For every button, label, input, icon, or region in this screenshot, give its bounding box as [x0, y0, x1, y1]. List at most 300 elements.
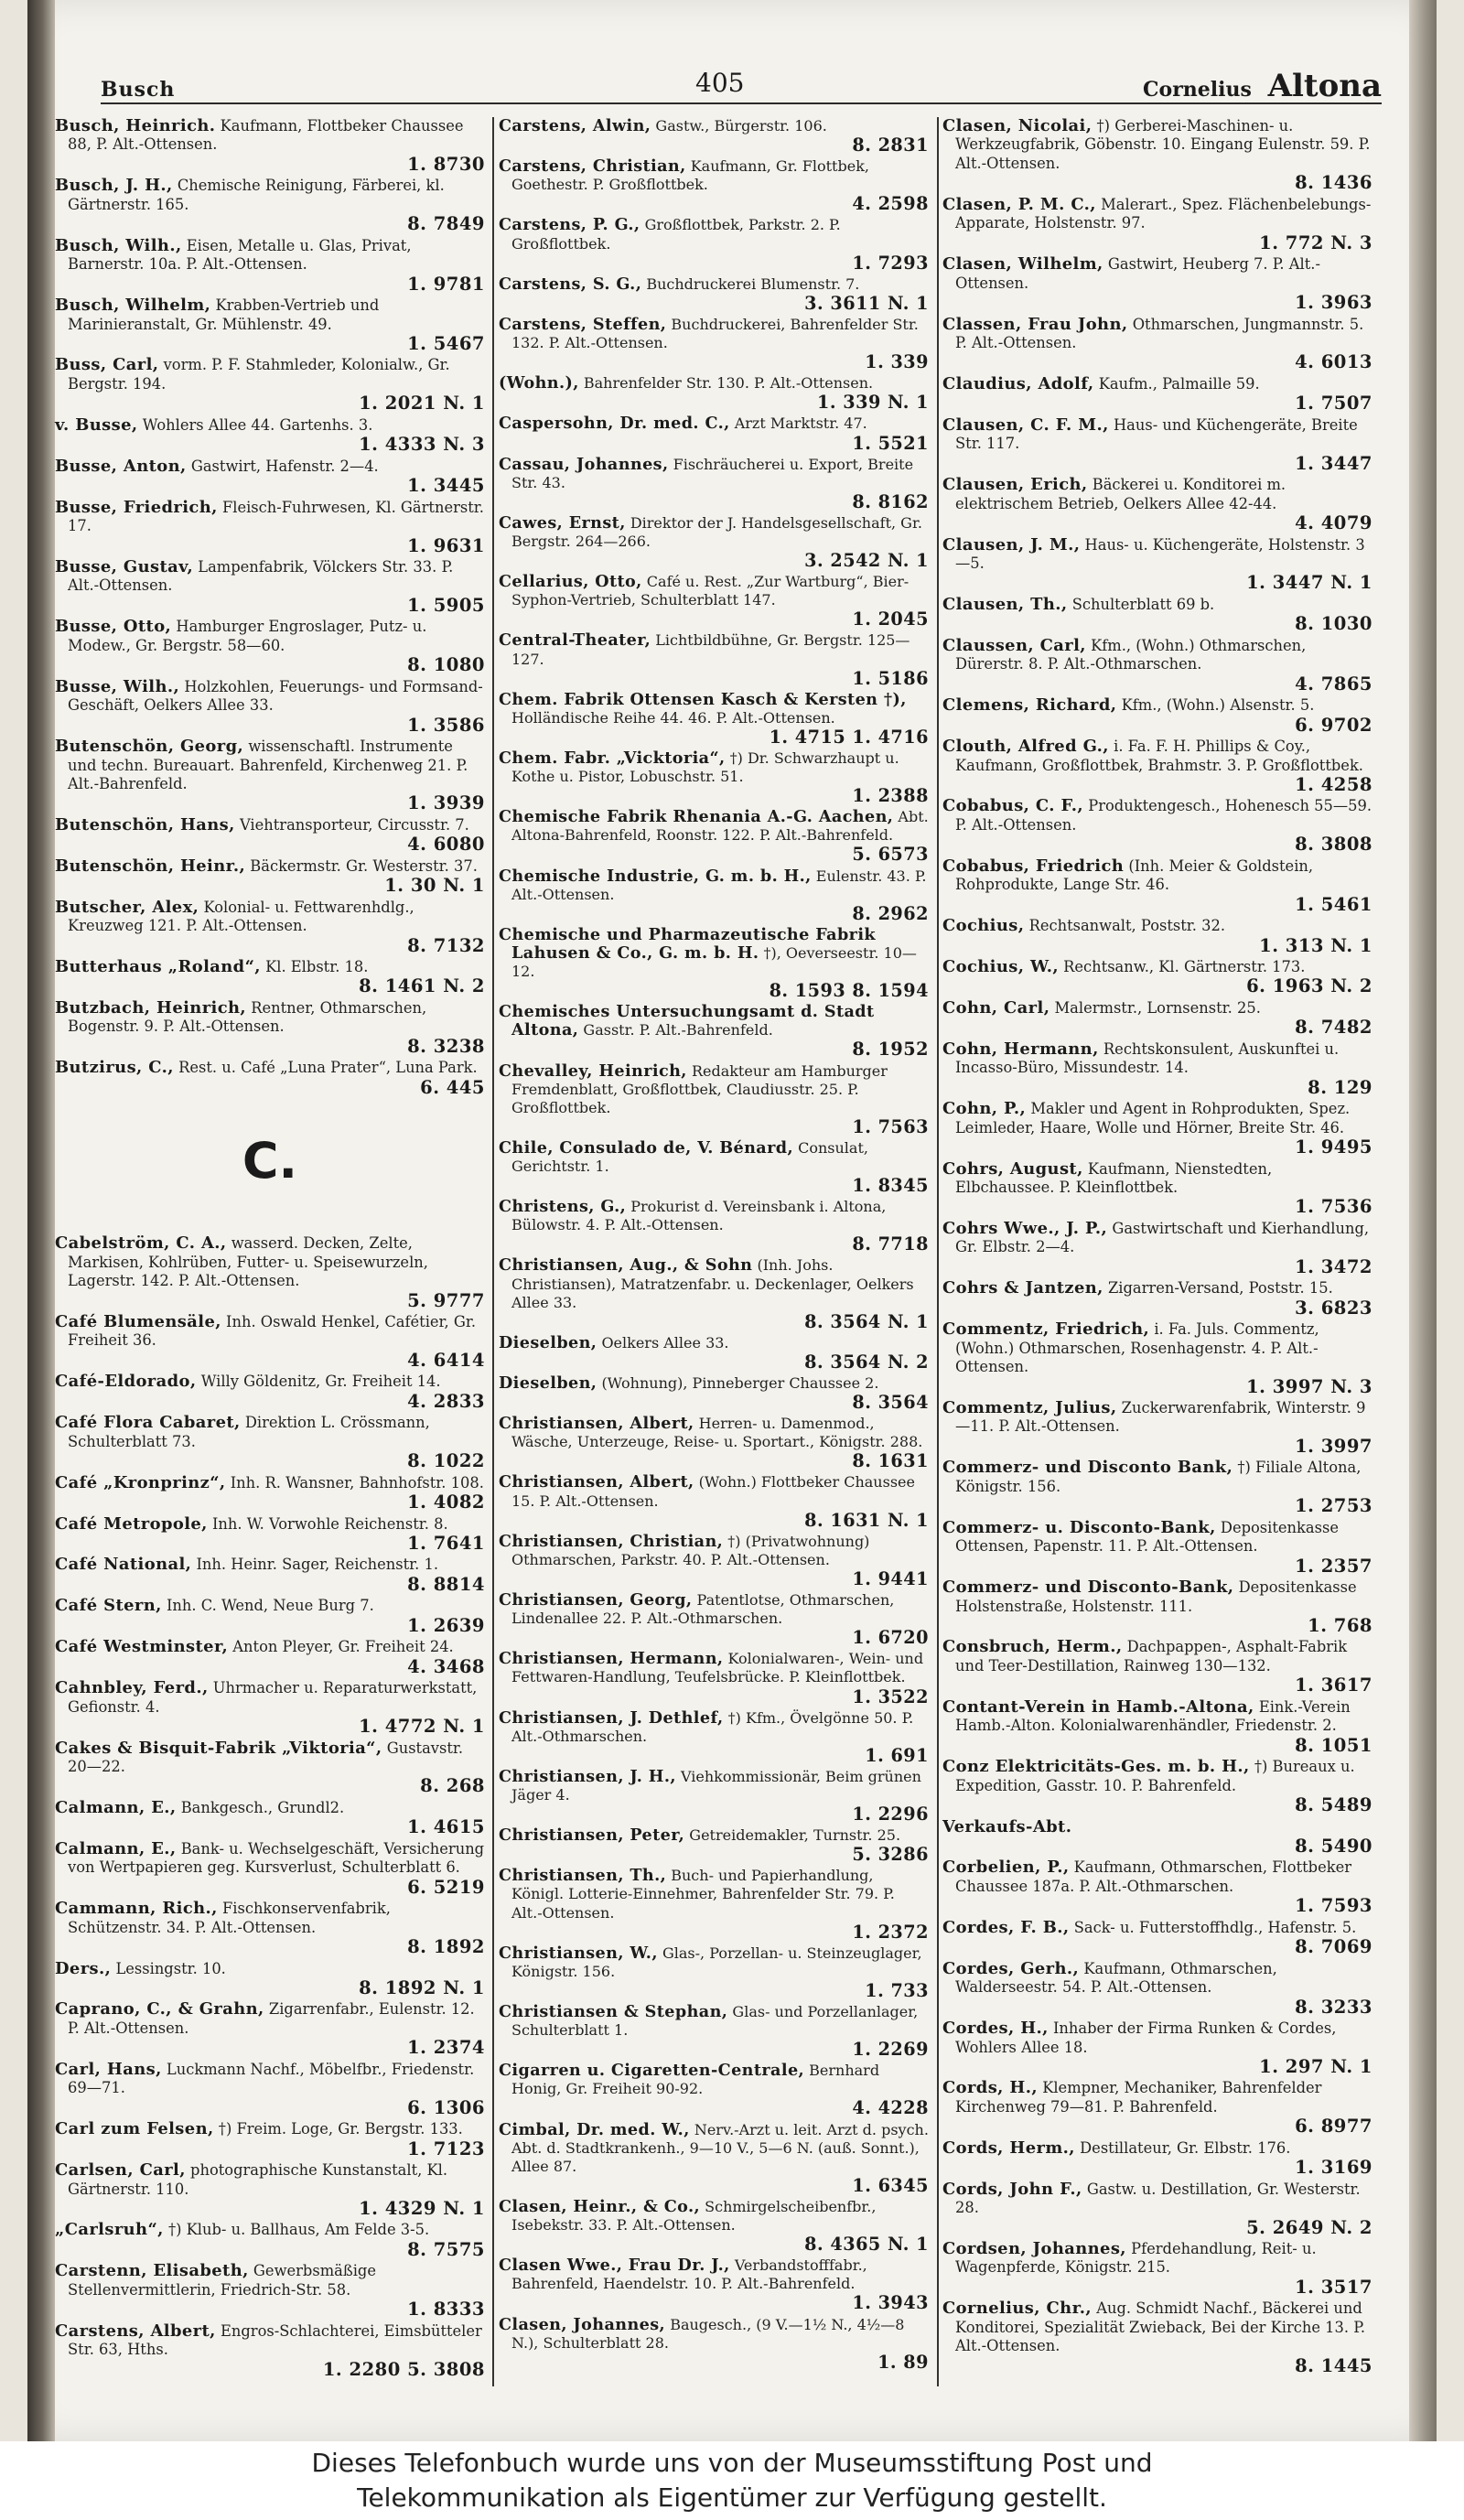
- entry-phone-number: 1. 2372: [852, 1921, 929, 1943]
- entry-detail: Uhrmacher u. Reparaturwerkstatt, Gefionstr. 4.: [68, 1679, 478, 1716]
- listing-entry: [55, 857, 485, 896]
- entry-detail: Schmirgelscheibenfbr., Isebekstr. 33. P. Alt.-Ottensen.: [511, 2197, 877, 2235]
- entry-detail: Kl. Elbstr. 18.: [265, 958, 369, 976]
- entry-phone-number: 8. 3564: [852, 1392, 929, 1414]
- entry-name: Cohrs Wwe., J. P.,: [942, 1218, 1108, 1238]
- entry-phone-number: 1. 3447: [1295, 452, 1372, 474]
- listing-entry: [55, 1515, 485, 1554]
- entry-phone-number: 8. 1892: [407, 1936, 485, 1958]
- entry-phone-number: 1. 5467: [407, 332, 485, 354]
- listing-entry: [499, 1768, 929, 1824]
- listing-entry: [499, 1591, 929, 1647]
- entry-name: Cahnbley, Ferd.,: [55, 1678, 209, 1698]
- entry-phone-number: 1. 4772 N. 1: [359, 1716, 485, 1738]
- entry-name: Café Flora Cabaret,: [55, 1413, 241, 1433]
- entry-name: Dieselben,: [499, 1373, 597, 1393]
- entry-name: Commentz, Friedrich,: [942, 1319, 1150, 1340]
- listing-entry: [942, 196, 1372, 253]
- entry-name: Butterhaus „Roland“,: [55, 957, 261, 977]
- entry-detail: Großflottbek, Parkstr. 2. P. Großflottbek.: [511, 216, 841, 253]
- entry-name: Cellarius, Otto,: [499, 572, 642, 592]
- entry-name: Butzbach, Heinrich,: [55, 997, 247, 1018]
- listing-entry: [499, 514, 929, 570]
- book-spine: [27, 0, 55, 2441]
- listing-entry: [55, 738, 485, 813]
- entry-detail: Herren- u. Damenmod., Wäsche, Unterzeuge, Reise- u. Sportart., Königstr. 288.: [511, 1415, 923, 1451]
- entry-detail: Gastw., Bürgerstr. 106.: [655, 117, 827, 135]
- entry-name: Ders.,: [55, 1958, 112, 1978]
- entry-detail: Makler und Agent in Rohprodukten, Spez. Leimleder, Haare, Wolle und Hörner, Breite Str. 46.: [955, 1100, 1351, 1136]
- listing-entry: [499, 1139, 929, 1195]
- entry-name: Busch, Wilhelm,: [55, 296, 211, 316]
- entry-detail: Kaufmann, Nienstedten, Elbchaussee. P. Kleinflottbek.: [955, 1159, 1273, 1197]
- entry-phone-number: 8. 1080: [407, 654, 485, 676]
- entry-phone-number: 1. 3472: [1295, 1255, 1372, 1277]
- entry-phone-number: 3. 6823: [1295, 1297, 1372, 1319]
- entry-phone-number: 1. 30 N. 1: [384, 875, 485, 897]
- entry-phone-number: 1. 9441: [852, 1567, 929, 1589]
- listing-entry: [55, 416, 485, 455]
- listing-entry: [55, 2061, 485, 2117]
- entry-phone-number: 1. 8730: [407, 153, 485, 175]
- entry-phone-number: 1. 8345: [852, 1175, 929, 1197]
- entry-name: Clasen, Heinr., & Co.,: [499, 2196, 701, 2216]
- entry-phone-number: 1. 3169: [1295, 2157, 1372, 2179]
- listing-entry: [942, 857, 1372, 914]
- entry-name: Carstens, Steffen,: [499, 314, 667, 334]
- entry-name: Carstens, Albert,: [55, 2321, 216, 2341]
- listing-entry: [55, 1840, 485, 1897]
- footer-line-2: Telekommunikation als Eigentümer zur Verfügung gestellt.: [357, 2482, 1107, 2513]
- listing-entry: [942, 999, 1372, 1038]
- entry-detail: Zigarrenfabr., Eulenstr. 12. P. Alt.-Ottensen.: [68, 2000, 475, 2037]
- entry-name: Cords, John F.,: [942, 2179, 1082, 2199]
- entry-name: Corbelien, P.,: [942, 1858, 1070, 1878]
- entry-name: Christiansen, W.,: [499, 1943, 658, 1963]
- entry-detail: (Inh. Meier & Goldstein, Rohprodukte, Lange Str. 46.: [955, 856, 1314, 894]
- entry-name: v. Busse,: [55, 415, 138, 435]
- entry-name: Christiansen, Albert,: [499, 1472, 694, 1492]
- listing-entry: [55, 2221, 485, 2259]
- entry-detail: (Wohnung), Pinneberger Chaussee 2.: [601, 1374, 879, 1392]
- entry-name: Cohrs & Jantzen,: [942, 1278, 1103, 1298]
- entry-detail: Patentlotse, Othmarschen, Lindenallee 22. P. Alt.-Othmarschen.: [511, 1591, 895, 1628]
- entry-phone-number: 1. 5461: [1295, 893, 1372, 915]
- listing-entry: [499, 691, 929, 747]
- listing-entry: [55, 1474, 485, 1513]
- entry-detail: Bernhard Honig, Gr. Freiheit 90-92.: [511, 2062, 880, 2098]
- entry-detail: Prokurist d. Vereinsbank i. Altona, Bülowstr. 4. P. Alt.-Ottensen.: [511, 1198, 887, 1234]
- entry-name: Carl zum Felsen,: [55, 2119, 214, 2139]
- entry-detail: Rest. u. Café „Luna Prater“, Luna Park.: [178, 1059, 478, 1077]
- entry-phone-number: 1. 691: [865, 1744, 929, 1766]
- entry-name: Café National,: [55, 1555, 192, 1575]
- entry-detail: Inh. Oswald Henkel, Cafétier, Gr. Freiheit 36.: [68, 1313, 477, 1350]
- entry-name: Busse, Wilh.,: [55, 676, 180, 696]
- entry-detail: †) (Privatwohnung) Othmarschen, Parkstr. 40. P. Alt.-Ottensen.: [511, 1532, 870, 1568]
- entry-phone-number: 1. 4333 N. 3: [359, 434, 485, 456]
- entry-phone-number: 1. 2388: [852, 785, 929, 807]
- entry-phone-number: 6. 1306: [407, 2096, 485, 2118]
- entry-name: Caprano, C., & Grahn,: [55, 1999, 264, 2019]
- entry-phone-number: 8. 8162: [852, 490, 929, 512]
- entry-phone-number: 1. 7563: [852, 1115, 929, 1137]
- entry-phone-number: 1. 4615: [407, 1816, 485, 1838]
- entry-name: Christiansen, Christian,: [499, 1531, 724, 1551]
- listing-entry: [499, 415, 929, 452]
- listing-entry: [55, 1414, 485, 1470]
- entry-name: Carstens, Christian,: [499, 156, 686, 177]
- listing-entry: [499, 1473, 929, 1529]
- listing-entry: [55, 1799, 485, 1837]
- entry-detail: †) Bureaux u. Expedition, Gasstr. 10. P. Bahrenfeld.: [955, 1758, 1355, 1794]
- entry-detail: Bahrenfelder Str. 130. P. Alt.-Ottensen.: [583, 374, 874, 393]
- entry-phone-number: 1. 3586: [407, 714, 485, 736]
- entry-phone-number: 1. 6720: [852, 1627, 929, 1649]
- entry-name: Cimbal, Dr. med. W.,: [499, 2119, 690, 2139]
- entry-detail: Aug. Schmidt Nachf., Bäckerei und Konditorei, Spezialität Zwieback, Bei der Kirche 13. P. Alt.-Ottensen.: [955, 2299, 1366, 2355]
- listing-entry: [499, 1374, 929, 1412]
- entry-detail: Inh. W. Vorwohle Reichenstr. 8.: [212, 1514, 448, 1533]
- listing-entry: [942, 416, 1372, 473]
- listing-entry: [499, 2256, 929, 2312]
- entry-phone-number: 1. 2045: [852, 608, 929, 630]
- entry-phone-number: 8. 1030: [1295, 613, 1372, 635]
- entry-detail: Fischräucherei u. Export, Breite Str. 43.: [511, 455, 914, 491]
- footer-notice: [0, 2441, 1464, 2520]
- entry-name: Busch, Heinrich.: [55, 116, 216, 135]
- entry-name: Clausen, J. M.,: [942, 534, 1081, 555]
- listing-entry: [55, 1059, 485, 1097]
- listing-entry: [55, 1556, 485, 1594]
- entry-detail: Kfm., (Wohn.) Othmarschen, Dürerstr. 8. P. Alt.-Othmarschen.: [955, 636, 1307, 673]
- entry-phone-number: 1. 9495: [1295, 1136, 1372, 1158]
- entry-phone-number: 8. 3564 N. 1: [804, 1310, 929, 1332]
- entry-phone-number: 8. 7575: [407, 2238, 485, 2260]
- entry-name: Chem. Fabr. „Vicktoria“,: [499, 748, 726, 768]
- listing-entry: [942, 637, 1372, 694]
- listing-entry: [55, 1679, 485, 1736]
- entry-name: Caspersohn, Dr. med. C.,: [499, 414, 730, 434]
- entry-name: Classen, Frau John,: [942, 314, 1128, 334]
- listing-entry: [499, 631, 929, 687]
- entry-phone-number: 8. 5489: [1295, 1794, 1372, 1816]
- entry-phone-number: 8. 3238: [407, 1035, 485, 1057]
- entry-detail: Klempner, Mechaniker, Bahrenfelder Kirchenweg 79—81. P. Bahrenfeld.: [955, 2079, 1322, 2116]
- entry-name: Chemisches Untersuchungsamt d. Stadt Altona,: [499, 1002, 875, 1040]
- entry-phone-number: 1. 5521: [852, 432, 929, 454]
- entry-name: Cordes, H.,: [942, 2019, 1049, 2039]
- entry-phone-number: 6. 5219: [407, 1876, 485, 1898]
- listing-entry: [942, 1220, 1372, 1276]
- section-letter: C.: [242, 1132, 298, 1190]
- entry-name: Chevalley, Heinrich,: [499, 1061, 687, 1081]
- entry-detail: Baugesch., (9 V.—1½ N., 4½—8 N.), Schulterblatt 28.: [511, 2315, 905, 2352]
- entry-phone-number: 1. 2296: [852, 1804, 929, 1825]
- entry-name: Clasen, P. M. C.,: [942, 194, 1096, 214]
- entry-name: Claussen, Carl,: [942, 635, 1086, 655]
- entry-name: Cigarren u. Cigaretten-Centrale,: [499, 2061, 805, 2081]
- listing-entry: [499, 1334, 929, 1372]
- entry-detail: Willy Göldenitz, Gr. Freiheit 14.: [200, 1373, 441, 1391]
- entry-phone-number: 1. 4715 1. 4716: [769, 726, 929, 748]
- entry-phone-number: 1. 6345: [852, 2174, 929, 2196]
- listing-entry: [55, 816, 485, 855]
- listing-entry: [942, 1919, 1372, 1957]
- entry-detail: vorm. P. F. Stahmleder, Kolonialw., Gr. Bergstr. 194.: [68, 356, 450, 393]
- listing-entry: [942, 1040, 1372, 1097]
- entry-name: Cordes, Gerh.,: [942, 1958, 1080, 1978]
- entry-name: Christiansen, Aug., & Sohn: [499, 1255, 753, 1276]
- listing-entry: [942, 2139, 1372, 2178]
- entry-phone-number: 1. 9631: [407, 534, 485, 556]
- entry-name: Christiansen, Peter,: [499, 1825, 685, 1846]
- entry-detail: Gewerbsmäßige Stellenvermittlerin, Friedrich-Str. 58.: [68, 2262, 376, 2299]
- listing-entry: [499, 926, 929, 1000]
- entry-name: Cordsen, Johannes,: [942, 2239, 1126, 2259]
- entry-phone-number: 1. 3997 N. 3: [1246, 1375, 1372, 1397]
- listing-entry: [55, 618, 485, 674]
- entry-detail: Nerv.-Arzt u. leit. Arzt d. psych. Abt. d. Stadtkrankenh., 9—10 V., 5—6 N. (auß. Sonnt.), Allee 87.: [511, 2120, 929, 2175]
- listing-entry: [55, 499, 485, 555]
- entry-name: Butzirus, C.,: [55, 1058, 174, 1078]
- entry-detail: Buch- und Papierhandlung, Königl. Lotterie-Einnehmer, Bahrenfelder Str. 79. P. Alt.-Ottensen.: [511, 1867, 895, 1922]
- entry-phone-number: 8. 7718: [852, 1233, 929, 1255]
- entry-phone-number: 8. 5490: [1295, 1835, 1372, 1857]
- entry-detail: Malermstr., Lornsenstr. 25.: [1054, 998, 1261, 1017]
- listing-columns: [55, 117, 1382, 2405]
- entry-detail: Viehtransporteur, Circusstr. 7.: [239, 815, 469, 834]
- entry-name: Christiansen & Stephan,: [499, 2002, 728, 2021]
- entry-phone-number: 1. 3522: [852, 1685, 929, 1707]
- entry-detail: Sack- u. Futterstoffhdlg., Hafenstr. 5.: [1073, 1918, 1357, 1936]
- entry-detail: Haus- und Küchengeräte, Breite Str. 117.: [955, 415, 1358, 453]
- entry-detail: Wohlers Allee 44. Gartenhs. 3.: [142, 415, 373, 434]
- entry-phone-number: 5. 6573: [852, 844, 929, 866]
- listing-entry: [55, 1960, 485, 1998]
- entry-name: Clasen, Johannes,: [499, 2314, 666, 2334]
- listing-entry: [942, 2181, 1372, 2237]
- entry-name: Contant-Verein in Hamb.-Altona,: [942, 1696, 1254, 1717]
- entry-detail: Gastw. u. Destillation, Gr. Westerstr. 28.: [955, 2180, 1361, 2217]
- entry-name: Cohn, Carl,: [942, 997, 1050, 1018]
- entry-phone-number: 8. 1436: [1295, 172, 1372, 194]
- entry-detail: Fischkonservenfabrik, Schützenstr. 34. P. Alt.-Ottensen.: [68, 1900, 391, 1936]
- entry-name: Busch, J. H.,: [55, 176, 173, 196]
- entry-detail: Krabben-Vertrieb und Marinieranstalt, Gr. Mühlenstr. 49.: [68, 296, 380, 333]
- listing-entry: [499, 1256, 929, 1330]
- entry-name: Butenschön, Georg,: [55, 737, 244, 757]
- entry-detail: Verbandstofffabr., Bahrenfeld, Haendelstr. 10. P. Alt.-Bahrenfeld.: [511, 2256, 867, 2293]
- entry-phone-number: 8. 1022: [407, 1450, 485, 1472]
- entry-phone-number: 1. 4082: [407, 1492, 485, 1513]
- entry-phone-number: 8. 2831: [852, 135, 929, 156]
- entry-phone-number: 1. 313 N. 1: [1259, 934, 1372, 956]
- listing-entry: [499, 1826, 929, 1864]
- page-edge: [1409, 0, 1437, 2441]
- listing-entry: [55, 1597, 485, 1635]
- listing-entry: [942, 917, 1372, 955]
- entry-detail: Bank- u. Wechselgeschäft, Versicherung von Wertpapieren geg. Kursverlust, Schulterblatt 6.: [68, 1839, 485, 1877]
- entry-name: Clemens, Richard,: [942, 695, 1117, 716]
- entry-name: Busse, Friedrich,: [55, 497, 218, 517]
- entry-phone-number: 1. 297 N. 1: [1259, 2055, 1372, 2077]
- entry-phone-number: 5. 3286: [852, 1844, 929, 1866]
- entry-detail: Inh. Heinr. Sager, Reichenstr. 1.: [196, 1556, 438, 1574]
- entry-name: Clouth, Alfred G.,: [942, 737, 1109, 757]
- entry-name: Cobabus, Friedrich: [942, 856, 1125, 876]
- listing-entry: [942, 1160, 1372, 1217]
- listing-entry: [942, 316, 1372, 372]
- entry-detail: Rechtsanwalt, Poststr. 32.: [1028, 917, 1226, 935]
- entry-detail: Rentner, Othmarschen, Bogenstr. 9. P. Alt.-Ottensen.: [68, 998, 427, 1036]
- listing-entry: [55, 458, 485, 496]
- entry-phone-number: 1. 2753: [1295, 1495, 1372, 1517]
- listing-entry: [499, 1198, 929, 1254]
- entry-detail: Kaufm., Palmaille 59.: [1098, 374, 1260, 393]
- entry-name: Chemische Industrie, G. m. b. H.,: [499, 866, 812, 886]
- entry-name: Commerz- u. Disconto-Bank,: [942, 1517, 1216, 1537]
- entry-detail: Kfm., (Wohn.) Alsenstr. 5.: [1121, 696, 1315, 715]
- entry-phone-number: 4. 2833: [407, 1390, 485, 1412]
- listing-entry: [942, 1638, 1372, 1695]
- entry-detail: Pferdehandlung, Reit- u. Wagenpferde, Königstr. 215.: [955, 2240, 1317, 2277]
- entry-phone-number: 1. 7123: [407, 2138, 485, 2159]
- entry-phone-number: 8. 268: [420, 1775, 485, 1797]
- entry-detail: Lessingstr. 10.: [115, 1959, 226, 1977]
- listing-entry: [499, 749, 929, 805]
- entry-phone-number: 1. 2639: [407, 1614, 485, 1636]
- entry-name: Christiansen, Albert,: [499, 1414, 694, 1434]
- entry-name: Clausen, Th.,: [942, 594, 1068, 614]
- running-head-last-name: Cornelius: [1143, 78, 1252, 102]
- entry-phone-number: 1. 5905: [407, 594, 485, 616]
- entry-name: Commerz- und Disconto-Bank,: [942, 1578, 1234, 1598]
- entry-phone-number: 1. 3963: [1295, 292, 1372, 314]
- entry-name: Conz Elektricitäts-Ges. m. b. H.,: [942, 1757, 1250, 1777]
- entry-phone-number: 3. 3611 N. 1: [804, 292, 929, 314]
- entry-detail: Bankgesch., Grundl2.: [180, 1798, 345, 1816]
- entry-name: Cohn, Hermann,: [942, 1039, 1099, 1059]
- listing-entry: [942, 1459, 1372, 1515]
- entry-phone-number: 1. 733: [865, 1979, 929, 2001]
- listing-entry: [499, 2316, 929, 2372]
- entry-name: Busse, Otto,: [55, 617, 172, 637]
- running-head-city: Altona: [1267, 68, 1382, 104]
- listing-entry: [55, 558, 485, 615]
- entry-name: Clasen, Wilhelm,: [942, 254, 1103, 275]
- entry-name: Commerz- und Disconto Bank,: [942, 1458, 1233, 1478]
- entry-detail: Buchdruckerei, Bahrenfelder Str. 132. P. Alt.-Ottensen.: [511, 315, 919, 352]
- entry-phone-number: 1. 9781: [407, 273, 485, 295]
- entry-name: Cabelström, C. A.,: [55, 1233, 227, 1254]
- listing-entry: [55, 2322, 485, 2379]
- entry-phone-number: 8. 2962: [852, 902, 929, 924]
- listing-entry: [499, 117, 929, 155]
- entry-name: Verkaufs-Abt.: [942, 1816, 1072, 1836]
- entry-name: Chile, Consulado de, V. Bénard,: [499, 1137, 793, 1158]
- entry-detail: Othmarschen, Jungmannstr. 5. P. Alt.-Ottensen.: [955, 315, 1364, 351]
- entry-name: Butenschön, Heinr.,: [55, 856, 246, 876]
- listing-entry: [55, 356, 485, 413]
- entry-detail: Fleisch-Fuhrwesen, Kl. Gärtnerstr. 17.: [68, 498, 484, 535]
- entry-detail: Redakteur am Hamburger Fremdenblatt, Großflottbek, Claudiusstr. 25. P. Großflottbek.: [511, 1061, 888, 1116]
- directory-page: [27, 0, 1437, 2441]
- entry-detail: Abt. Altona-Bahrenfeld, Roonstr. 122. P. Alt.-Bahrenfeld.: [511, 808, 929, 845]
- entry-phone-number: 8. 8814: [407, 1573, 485, 1595]
- entry-detail: Café u. Rest. „Zur Wartburg“, Bier-Syphon-Vertrieb, Schulterblatt 147.: [511, 573, 910, 609]
- listing-entry: [942, 1100, 1372, 1157]
- entry-name: Cawes, Ernst,: [499, 512, 626, 533]
- entry-detail: Kolonialwaren-, Wein- und Fettwaren-Handlung, Teufelsbrücke. P. Kleinflottbek.: [511, 1650, 924, 1686]
- entry-phone-number: 8. 129: [1308, 1076, 1372, 1098]
- entry-name: Busse, Gustav,: [55, 556, 194, 576]
- entry-detail: Oelkers Allee 33.: [601, 1333, 729, 1352]
- entry-phone-number: 8. 1461 N. 2: [359, 975, 485, 997]
- entry-phone-number: 1. 8333: [407, 2299, 485, 2321]
- listing-entry: [55, 1900, 485, 1956]
- entry-detail: Destillateur, Gr. Elbstr. 176.: [1080, 2138, 1291, 2157]
- entry-phone-number: 1. 339 N. 1: [817, 392, 929, 414]
- entry-name: Carstens, P. G.,: [499, 215, 640, 235]
- entry-name: Calmann, E.,: [55, 1838, 177, 1858]
- entry-phone-number: 8. 1952: [852, 1039, 929, 1061]
- listing-entry: [942, 255, 1372, 312]
- entry-detail: Rechtsanw., Kl. Gärtnerstr. 173.: [1063, 958, 1306, 976]
- entry-phone-number: 4. 6013: [1295, 351, 1372, 373]
- listing-entry: [499, 1533, 929, 1588]
- entry-name: Christiansen, Georg,: [499, 1590, 693, 1610]
- listing-entry: [942, 1960, 1372, 2017]
- entry-phone-number: 4. 7865: [1295, 673, 1372, 695]
- listing-entry: [942, 958, 1372, 996]
- entry-name: Clausen, Erich,: [942, 475, 1088, 495]
- listing-entry: [55, 1638, 485, 1676]
- entry-detail: Consulat, Gerichtstr. 1.: [511, 1138, 868, 1175]
- listing-entry: [499, 1650, 929, 1706]
- entry-phone-number: 1. 3939: [407, 792, 485, 814]
- entry-phone-number: 8. 1593 8. 1594: [769, 980, 929, 1002]
- listing-entry: [55, 1313, 485, 1370]
- entry-detail: Holländische Reihe 44. 46. P. Alt.-Ottensen.: [511, 708, 835, 727]
- entry-detail: Depositenkasse Ottensen, Papenstr. 11. P. Alt.-Ottensen.: [955, 1518, 1339, 1556]
- column-1: [55, 117, 485, 2405]
- entry-detail: Direktion L. Crössmann, Schulterblatt 73.: [68, 1414, 430, 1450]
- entry-detail: Gustavstr. 20—22.: [68, 1739, 464, 1775]
- listing-entry: [942, 1519, 1372, 1576]
- entry-name: Christiansen, Th.,: [499, 1866, 667, 1886]
- column-3: [942, 117, 1372, 2405]
- entry-detail: Inhaber der Firma Runken & Cordes, Wohlers Allee 18.: [955, 2019, 1337, 2056]
- entry-phone-number: 1. 7536: [1295, 1196, 1372, 1218]
- listing-entry: [55, 2000, 485, 2057]
- listing-entry: [499, 316, 929, 372]
- listing-entry: [499, 157, 929, 213]
- entry-phone-number: 5. 9777: [407, 1289, 485, 1311]
- entry-phone-number: 6. 445: [420, 1076, 485, 1098]
- entry-detail: Bäckermstr. Gr. Westerstr. 37.: [250, 856, 478, 875]
- entry-name: Commentz, Julius,: [942, 1398, 1117, 1417]
- entry-detail: Hamburger Engroslager, Putz- u. Modew., Gr. Bergstr. 58—60.: [68, 618, 427, 654]
- entry-phone-number: 1. 768: [1308, 1614, 1372, 1636]
- listing-entry: [942, 375, 1372, 414]
- entry-name: Consbruch, Herm.,: [942, 1637, 1123, 1657]
- entry-detail: Eisen, Metalle u. Glas, Privat, Barnerstr. 10a. P. Alt.-Ottensen.: [68, 236, 412, 274]
- listing-entry: [942, 1858, 1372, 1915]
- entry-name: Buss, Carl,: [55, 355, 159, 375]
- listing-entry: [942, 1698, 1372, 1755]
- entry-name: Cords, Herm.,: [942, 2138, 1075, 2158]
